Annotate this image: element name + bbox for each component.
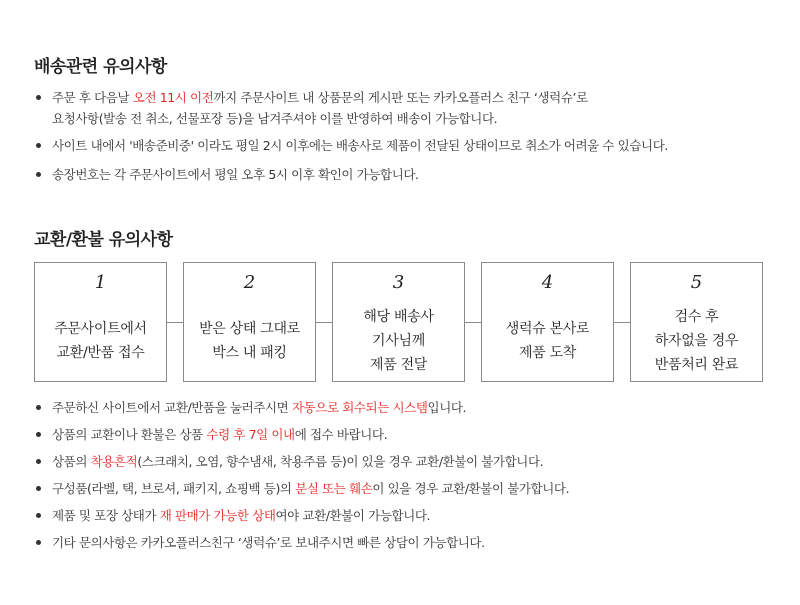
notice-text: 까지 주문사이트 내 상품문의 게시판 또는 카카오플러스 친구 ‘생럭슈’로 (213, 90, 588, 105)
step-box-5 (630, 262, 763, 382)
list-item (34, 397, 774, 418)
step-box-3 (332, 262, 465, 382)
list-item (34, 478, 774, 499)
list-item (34, 87, 774, 129)
step-line: 박스 내 패킹 (212, 345, 287, 361)
shipping-notice-list (34, 87, 774, 185)
notice-text: 이 있을 경우 교환/환불이 불가합니다. (372, 481, 570, 496)
step-connector (614, 322, 630, 323)
list-item (34, 532, 774, 553)
highlight-text: 재 판매가 가능한 상태 (159, 508, 276, 523)
step-line: 검수 후 (674, 309, 719, 325)
highlight-text: 자동으로 회수되는 시스템 (291, 400, 428, 415)
notice-text: 주문하신 사이트에서 교환/반품을 눌러주시면 (52, 400, 292, 415)
notice-text: 여야 교환/환불이 가능합니다. (275, 508, 431, 523)
highlight-text: 오전 11시 이전 (132, 90, 214, 105)
list-item (34, 451, 774, 472)
step-line: 제품 전달 (369, 357, 428, 373)
notice-text: 요청사항(발송 전 취소, 선물포장 등)을 남겨주셔야 이를 반영하여 배송이 가능합니다. (52, 111, 498, 126)
highlight-text: 수령 후 7일 이내 (206, 427, 295, 442)
step-line: 제품 도착 (518, 345, 577, 361)
notice-text: 상품의 (52, 454, 91, 469)
notice-text: 에 접수 바랍니다. (294, 427, 388, 442)
highlight-text: 착용흔적 (90, 454, 138, 469)
notice-text: 제품 및 포장 상태가 (52, 508, 160, 523)
step-line: 주문사이트에서 (54, 321, 147, 337)
step-connector (167, 322, 183, 323)
notice-text: (스크래치, 오염, 향수냄새, 착용주름 등)이 있을 경우 교환/환불이 불가합니다. (137, 454, 544, 469)
step-connector (316, 322, 332, 323)
step-line: 교환/반품 접수 (56, 345, 145, 361)
exchange-process-steps (34, 262, 763, 382)
step-line: 받은 상태 그대로 (199, 321, 300, 337)
step-description (631, 301, 762, 381)
step-description (184, 301, 315, 381)
step-line: 반품처리 완료 (654, 357, 739, 373)
step-connector (465, 322, 481, 323)
list-item (34, 135, 774, 156)
exchange-section-title: 교환/환불 유의사항 (34, 230, 173, 250)
step-description (333, 301, 464, 381)
step-number: 5 (690, 272, 703, 293)
step-number: 2 (243, 272, 256, 293)
notice-text: 상품의 교환이나 환불은 상품 (52, 427, 207, 442)
notice-text: 입니다. (427, 400, 467, 415)
step-description (35, 301, 166, 381)
exchange-notice-list (34, 397, 774, 553)
step-box-1 (34, 262, 167, 382)
step-line: 생럭슈 본사로 (505, 321, 590, 337)
list-item (34, 164, 774, 185)
step-description (482, 301, 613, 381)
notice-text: 송장번호는 각 주문사이트에서 평일 오후 5시 이후 확인이 가능합니다. (52, 167, 419, 182)
list-item (34, 424, 774, 445)
step-line: 해당 배송사 (363, 309, 434, 325)
notice-text: 구성품(라벨, 택, 브로셔, 패키지, 쇼핑백 등)의 (52, 481, 296, 496)
step-line: 하자없을 경우 (654, 333, 739, 349)
list-item (34, 505, 774, 526)
step-number: 1 (94, 272, 107, 293)
shipping-section-title: 배송관련 유의사항 (34, 57, 167, 77)
step-number: 4 (541, 272, 554, 293)
notice-text: 기타 문의사항은 카카오플러스친구 ‘생럭슈’로 보내주시면 빠른 상담이 가능합니다. (52, 535, 485, 550)
notice-text: 사이트 내에서 '배송준비중' 이라도 평일 2시 이후에는 배송사로 제품이 전달된 상태이므로 취소가 어려울 수 있습니다. (52, 138, 668, 153)
step-box-2 (183, 262, 316, 382)
highlight-text: 분실 또는 훼손 (295, 481, 373, 496)
step-box-4 (481, 262, 614, 382)
step-number: 3 (392, 272, 405, 293)
notice-text: 주문 후 다음날 (52, 90, 133, 105)
step-line: 기사님께 (372, 333, 425, 349)
